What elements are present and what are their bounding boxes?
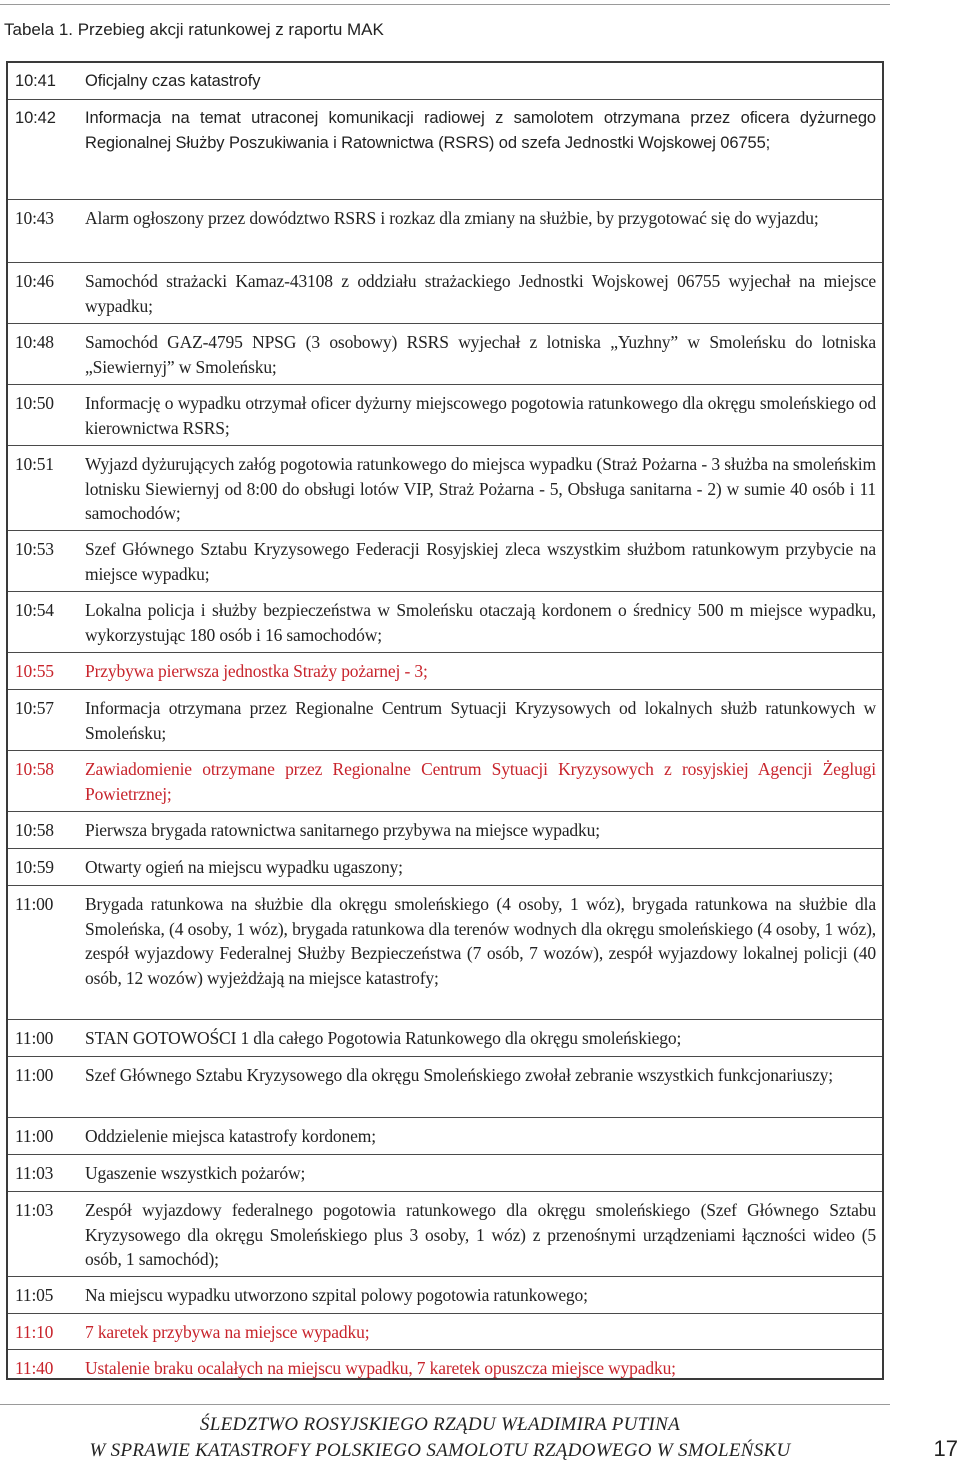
footer-title-line-2: W SPRAWIE KATASTROFY POLSKIEGO SAMOLOTU RZĄDOWEGO W SMOLEŃSKU [89,1440,791,1461]
row-time: 11:00 [15,1126,54,1146]
row-time: 10:57 [15,698,54,718]
row-time: 11:00 [15,894,54,914]
top-rule [0,4,890,5]
row-time: 10:58 [15,820,54,840]
footer-rule [0,1404,890,1405]
table-row [8,63,882,99]
row-time: 10:48 [15,332,54,352]
table-row [8,1154,882,1191]
table-row [8,591,882,652]
row-time: 11:10 [15,1322,54,1342]
row-text: Alarm ogłoszony przez dowództwo RSRS i rozkaz dla zmiany na służbie, by przygotować się do wyjazdu; [85,208,819,228]
table-row [8,689,882,750]
row-text: Lokalna policja i służby bezpieczeństwa w Smoleńsku otaczają kordonem o średnicy 500 m miejsce wypadku, wykorzystując 180 osób i 16 samochodów; [85,600,876,645]
row-text: Brygada ratunkowa na służbie dla okręgu smoleńskiego (4 osoby, 1 wóz), brygada ratunkowa na służbie dla Smoleńska, (4 osoby, 1 wóz), brygada ratunkowa dla terenów wodnych dla okręgu smoleńskiego (4 osoby, 1 wóz), zespół wyjazdowy Federalnej Służby Bezpieczeństwa (7 osób, 7 wozów), zespół wyjazdowy lokalnej policji (40 osób, 12 wozów) wyjeżdżają na miejsce katastrofy; [85,894,876,988]
row-text: Oficjalny czas katastrofy [85,72,261,90]
table-row [8,1349,882,1380]
table-row [8,652,882,689]
row-text: Szef Głównego Sztabu Kryzysowego dla okręgu Smoleńskiego zwołał zebranie wszystkich funkcjonariuszy; [85,1065,833,1085]
table-row [8,1276,882,1313]
row-text: Informację o wypadku otrzymał oficer dyżurny miejscowego pogotowia ratunkowego dla okręgu smoleńskiego od kierownictwa RSRS; [85,393,876,438]
row-time: 10:55 [15,661,54,681]
table-row [8,848,882,885]
row-text: Informacja na temat utraconej komunikacji radiowej z samolotem otrzymana przez oficera dyżurnego Regionalnej Służby Poszukiwania i Ratownictwa (RSRS) od szefa Jednostki Wojskowej 06755; [85,109,876,152]
row-text: Oddzielenie miejsca katastrofy kordonem; [85,1126,376,1146]
table-row [8,323,882,384]
row-time: 11:40 [15,1358,54,1378]
row-time: 10:41 [15,72,56,90]
table-caption: Tabela 1. Przebieg akcji ratunkowej z raportu MAK [4,20,384,39]
row-time: 10:51 [15,454,54,474]
row-text: STAN GOTOWOŚCI 1 dla całego Pogotowia Ratunkowego dla okręgu smoleńskiego; [85,1028,682,1048]
row-text: Samochód GAZ-4795 NPSG (3 osobowy) RSRS wyjechał z lotniska „Yuzhny” w Smoleńsku do lotniska „Siewiernyj” w Smoleńsku; [85,332,876,377]
row-time: 10:59 [15,857,54,877]
row-text: Ustalenie braku ocalałych na miejscu wypadku, 7 karetek opuszcza miejsce wypadku; [85,1358,676,1378]
row-text: 7 karetek przybywa na miejsce wypadku; [85,1322,370,1342]
table-row [8,262,882,323]
table-row [8,530,882,591]
row-time: 11:00 [15,1028,54,1048]
row-time: 10:46 [15,271,54,291]
table-row [8,445,882,530]
row-text: Szef Głównego Sztabu Kryzysowego Federacji Rosyjskiej zleca wszystkim służbom ratunkowym przybycie na miejsce wypadku; [85,539,876,584]
row-time: 10:58 [15,759,54,779]
timeline-table [6,61,884,1380]
footer-title-line-1: ŚLEDZTWO ROSYJSKIEGO RZĄDU WŁADIMIRA PUTINA [199,1414,681,1435]
row-time: 10:43 [15,208,54,228]
row-text: Ugaszenie wszystkich pożarów; [85,1163,306,1183]
table-row [8,811,882,848]
row-text: Na miejscu wypadku utworzono szpital polowy pogotowia ratunkowego; [85,1285,588,1305]
row-text: Przybywa pierwsza jednostka Straży pożarnej - 3; [85,661,428,681]
row-text: Zespół wyjazdowy federalnego pogotowia ratunkowego dla okręgu smoleńskiego (Szef Głównego Sztabu Kryzysowego dla okręgu Smoleńskiego plus 3 osoby, 1 wóz) z przenośnymi urządzeniami łączności wideo (5 osób, 1 samochód); [85,1200,876,1270]
row-text: Zawiadomienie otrzymane przez Regionalne Centrum Sytuacji Kryzysowych z rosyjskiej Agencji Żeglugi Powietrznej; [85,759,876,804]
row-text: Pierwsza brygada ratownictwa sanitarnego przybywa na miejsce wypadku; [85,820,600,840]
table-row [8,1117,882,1154]
table-row [8,1313,882,1349]
row-time: 10:50 [15,393,54,413]
row-time: 10:54 [15,600,54,620]
row-time: 10:53 [15,539,54,559]
row-text: Samochód strażacki Kamaz-43108 z oddziału strażackiego Jednostki Wojskowej 06755 wyjechał na miejsce wypadku; [85,271,876,316]
row-time: 11:05 [15,1285,54,1305]
row-time: 11:03 [15,1200,54,1220]
table-row [8,99,882,199]
table-row [8,1056,882,1117]
row-text: Wyjazd dyżurujących załóg pogotowia ratunkowego do miejsca wypadku (Straż Pożarna - 3 służba na smoleńskim lotnisku Siewiernyj od 8:00 do obsługi lotów VIP, Straż Pożarna - 5, Obsługa sanitarna - 2) w sumie 40 osób i 11 samochodów; [85,454,876,524]
row-time: 10:42 [15,109,56,127]
row-time: 11:03 [15,1163,54,1183]
table-row [8,885,882,1019]
table-row [8,384,882,445]
table-row [8,1191,882,1276]
table-row [8,1019,882,1056]
page-number: 17 [933,1436,958,1461]
row-text: Otwarty ogień na miejscu wypadku ugaszony; [85,857,403,877]
table-row [8,199,882,262]
row-time: 11:00 [15,1065,54,1085]
table-row [8,750,882,811]
row-text: Informacja otrzymana przez Regionalne Centrum Sytuacji Kryzysowych od lokalnych służb ratunkowych w Smoleńsku; [85,698,876,743]
